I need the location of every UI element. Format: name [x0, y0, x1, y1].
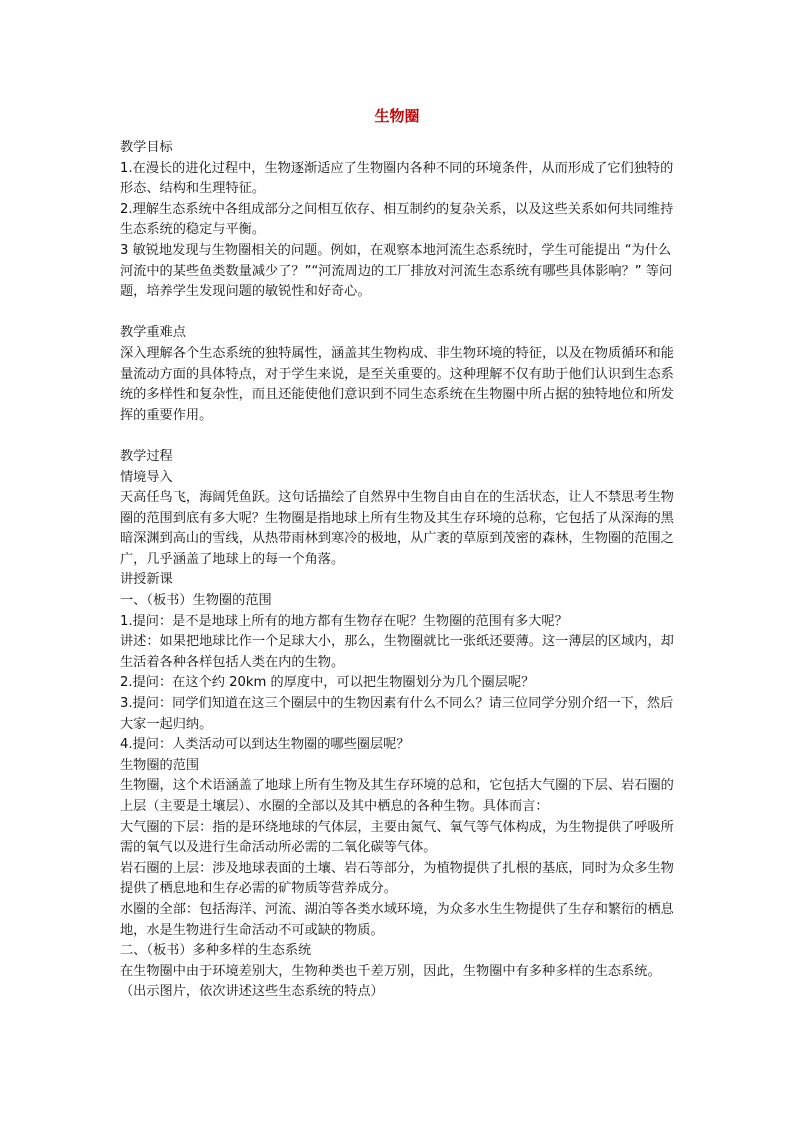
intro-text: 天高任鸟飞，海阔凭鱼跃。这句话描绘了自然界中生物自由自在的生活状态，让人不禁思考生物圈的范围到底有多大呢？生物圈是指地球上所有生物及其生存环境的总称，它包括了从深海的黑暗深渊到高山的雪线，从热带雨林到寒冷的极地，从广袤的草原到茂密的森林，生物圈的范围之广，几乎涵盖了地球上的每一个角落。	[120, 490, 674, 567]
scope-heading: 生物圈的范围	[120, 757, 200, 773]
paragraph-gap	[120, 303, 678, 324]
process-heading: 教学过程	[120, 448, 173, 464]
question-4: 4.提问：人类活动可以到达生物圈的哪些圈层呢？	[120, 737, 410, 753]
objective-item-1: 1.在漫长的进化过程中，生物逐渐适应了生物圈内各种不同的环境条件，从而形成了它们独特的形态、结构和生理特征。	[120, 160, 674, 197]
section2-heading: 二、（板书）多种多样的生态系统	[120, 943, 312, 959]
section1-heading: 一、（板书）生物圈的范围	[120, 593, 272, 609]
section2-text: 在生物圈中由于环境差别大，生物种类也千差万别，因此，生物圈中有多种多样的生态系统。（出示图片，依次讲述这些生态系统的特点）	[120, 963, 661, 1000]
question-2: 2.提问：在这个约 20km 的厚度中，可以把生物圈划分为几个圈层呢？	[120, 675, 535, 691]
lithosphere-text: 岩石圈的上层：涉及地球表面的土壤、岩石等部分，为植物提供了扎根的基底，同时为众多生物提供了栖息地和生存必需的矿物质等营养成分。	[120, 860, 674, 897]
intro-heading: 情境导入	[120, 469, 173, 485]
paragraph-gap	[120, 426, 678, 447]
key-points-heading: 教学重难点	[120, 325, 186, 341]
question-3: 3.提问：同学们知道在这三个圈层中的生物因素有什么不同么？请三位同学分别介绍一下，然后大家一起归纳。	[120, 696, 674, 732]
objective-item-3: 3 敏锐地发现与生物圈相关的问题。例如，在观察本地河流生态系统时，学生可能提出 “为什么河流中的某些鱼类数量减少了？”“河流周边的工厂排放对河流生态系统有哪些具体影响？” 等问题，培养学生发现问题的敏锐性和好奇心。	[120, 242, 673, 300]
atmosphere-text: 大气圈的下层：指的是环绕地球的气体层，主要由氮气、氧气等气体构成，为生物提供了呼吸所需的氧气以及进行生命活动所必需的二氧化碳等气体。	[120, 819, 674, 856]
key-points-text: 深入理解各个生态系统的独特属性，涵盖其生物构成、非生物环境的特征，以及在物质循环和能量流动方面的具体特点，对于学生来说，是至关重要的。这种理解不仅有助于他们认识到生态系统的多样性和复杂性，而且还能使他们意识到不同生态系统在生物圈中所占据的独特地位和所发挥的重要作用。	[120, 345, 674, 423]
hydrosphere-text: 水圈的全部：包括海洋、河流、湖泊等各类水域环境，为众多水生生物提供了生存和繁衍的栖息地，水是生物进行生命活动不可或缺的物质。	[120, 901, 674, 938]
document-body	[120, 138, 678, 1003]
new-lesson-heading: 讲授新课	[120, 572, 173, 588]
objectives-heading: 教学目标	[120, 140, 173, 155]
scope-text: 生物圈，这个术语涵盖了地球上所有生物及其生存环境的总和，它包括大气圈的下层、岩石圈的上层（主要是土壤层）、水圈的全部以及其中栖息的各种生物。具体而言：	[120, 778, 674, 814]
page-title: 生物圈	[374, 107, 420, 125]
objective-item-2: 2.理解生态系统中各组成部分之间相互依存、相互制约的复杂关系，以及这些关系如何共同维持生态系统的稳定与平衡。	[120, 201, 674, 238]
question-1: 1.提问：是不是地球上所有的地方都有生物存在呢？生物圈的范围有多大呢？	[120, 613, 568, 629]
question-1-explanation: 讲述：如果把地球比作一个足球大小，那么，生物圈就比一张纸还要薄。这一薄层的区域内，却生活着各种各样包括人类在内的生物。	[120, 634, 674, 670]
